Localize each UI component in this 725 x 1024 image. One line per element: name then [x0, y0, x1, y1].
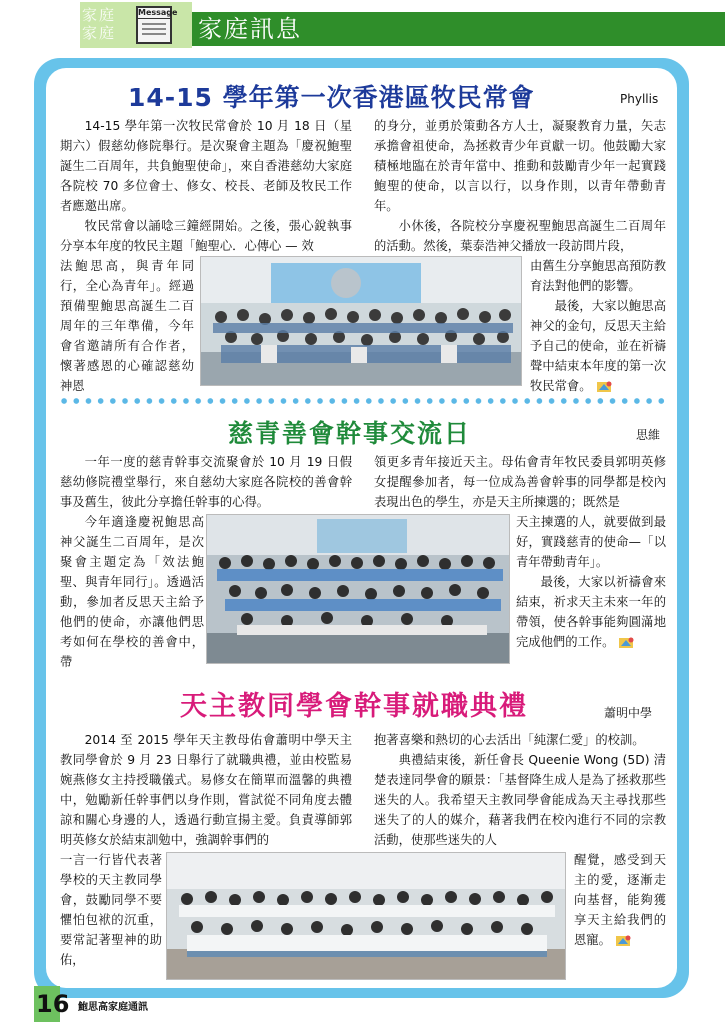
- article-title: 天主教同學會幹事就職典禮: [180, 691, 528, 722]
- section-divider: [58, 398, 666, 404]
- article-title: 慈青善會幹事交流日: [228, 419, 472, 448]
- article-author: Phyllis: [620, 92, 659, 106]
- page-title: 家庭訊息: [198, 15, 302, 43]
- article-title: 14-15 學年第一次香港區牧民常會: [128, 83, 535, 112]
- message-label: Message: [138, 8, 178, 17]
- article-column-right: 抱著喜樂和熱切的心去活出「純潔仁愛」的校訓。 典禮結束後，新任會長 Queenie Wong (5D) 清楚表達同學會的願景：「基督降生成人是為了拯救那些迷失的人。我希望天主教同學會能成為天主尋找那些迷失了的人的媒介，藉著我們在校內進行不同的宗教活動，使那些迷失的人: [374, 733, 666, 847]
- publication-name: 鮑思高家庭通訊: [78, 1002, 148, 1013]
- end-mark-icon: [615, 934, 633, 948]
- group-photo-youth-exchange: [206, 514, 510, 664]
- page-header: [0, 0, 725, 52]
- group-photo-alumni-inauguration: [166, 852, 566, 980]
- end-mark-icon: [596, 380, 614, 394]
- article-column-left: 一年一度的慈青幹事交流聚會於 10 月 19 日假慈幼修院禮堂舉行，來自慈幼大家庭各院校的善會幹事及舊生，彼此分享擔任幹事的心得。: [60, 455, 352, 509]
- article-author: 思維: [636, 428, 661, 442]
- article-author: 蕭明中學: [604, 706, 653, 720]
- page-number: 16: [36, 990, 70, 1018]
- message-board-icon: [136, 6, 178, 44]
- article-column-right-wrap: 天主揀選的人，就要做到最好，實踐慈青的使命—「以青年帶動青年」。 最後，大家以祈禱會來結束，祈求天主未來一年的帶領，使各幹事能夠圓滿地完成他們的工作。: [516, 515, 666, 649]
- article-column-left-wrap: 法鮑思高，與青年同行，全心為青年」。經過預備聖鮑思高誕生二百周年的三年準備，今年會省邀請所有合作者，懷著感恩的心確認慈幼神恩: [60, 259, 194, 393]
- article-column-left-wrap: 一言一行皆代表著學校的天主教同學會，鼓勵同學不要懼怕包袱的沉重，要常記著聖神的助佑，: [60, 853, 162, 967]
- group-photo-pastoral-meeting: [200, 256, 522, 386]
- article-column-left: 14-15 學年第一次牧民常會於 10 月 18 日（星期六）假慈幼修院舉行。是次聚會主題為「慶祝鮑聖誕生二百周年，共負鮑聖使命」，來自香港慈幼大家庭各院校 70 多位會士、修女、校長、老師及牧民工作者應邀出席。 牧民常會以誦唸三鐘經開始。之後，張心銳執事分享本年度的牧民主題「鮑聖心．心傳心 — 效: [60, 119, 352, 253]
- header-logo-text: 家庭 家庭: [82, 6, 117, 42]
- article-column-right-wrap: 由舊生分享鮑思高預防教育法對他們的影響。 最後，大家以鮑思高神父的金句，反思天主給予自己的使命，並在祈禱聲中結束本年度的第一次牧民常會。: [530, 259, 666, 393]
- article-column-right: 的身分，並勇於策動各方人士，凝聚教育力量，矢志承擔會祖使命，為拯救青少年貢獻一切。他鼓勵大家積極地臨在於青年當中、推動和鼓勵青少年一起實踐鮑聖的使命，以言以行，以身作則，以青年帶動青年。 小休後，各院校分享慶祝聖鮑思高誕生二百周年的活動。然後，葉泰浩神父播放一段訪問片段，: [374, 119, 666, 253]
- article-column-left-wrap: 今年適逢慶祝鮑思高神父誕生二百周年，是次聚會主題定為「效法鮑聖、與青年同行」。透過活動，參加者反思天主給予他們的使命，亦讓他們思考如何在學校的善會中，帶: [60, 515, 204, 669]
- article-column-left: 2014 至 2015 學年天主教母佑會蕭明中學天主教同學會於 9 月 23 日舉行了就職典禮，並由校監易婉燕修女主持授職儀式。易修女在簡單而溫馨的典禮中，勉勵新任幹事們以身作則，嘗試從不同角度去體諒和關心身邊的人，透過行動宣揚主愛。負責導師郭明英修女於結束訓勉中，強調幹事們的: [60, 733, 352, 847]
- end-mark-icon: [618, 636, 636, 650]
- article-column-right: 領更多青年接近天主。母佑會青年牧民委員郭明英修女提醒參加者，每一位成為善會幹事的同學都是校內表現出色的學生，亦是天主所揀選的；既然是: [374, 455, 666, 509]
- article-column-right-wrap: 醒覺，感受到天主的愛，逐漸走向基督，能夠獲享天主給我們的恩寵。: [574, 853, 666, 947]
